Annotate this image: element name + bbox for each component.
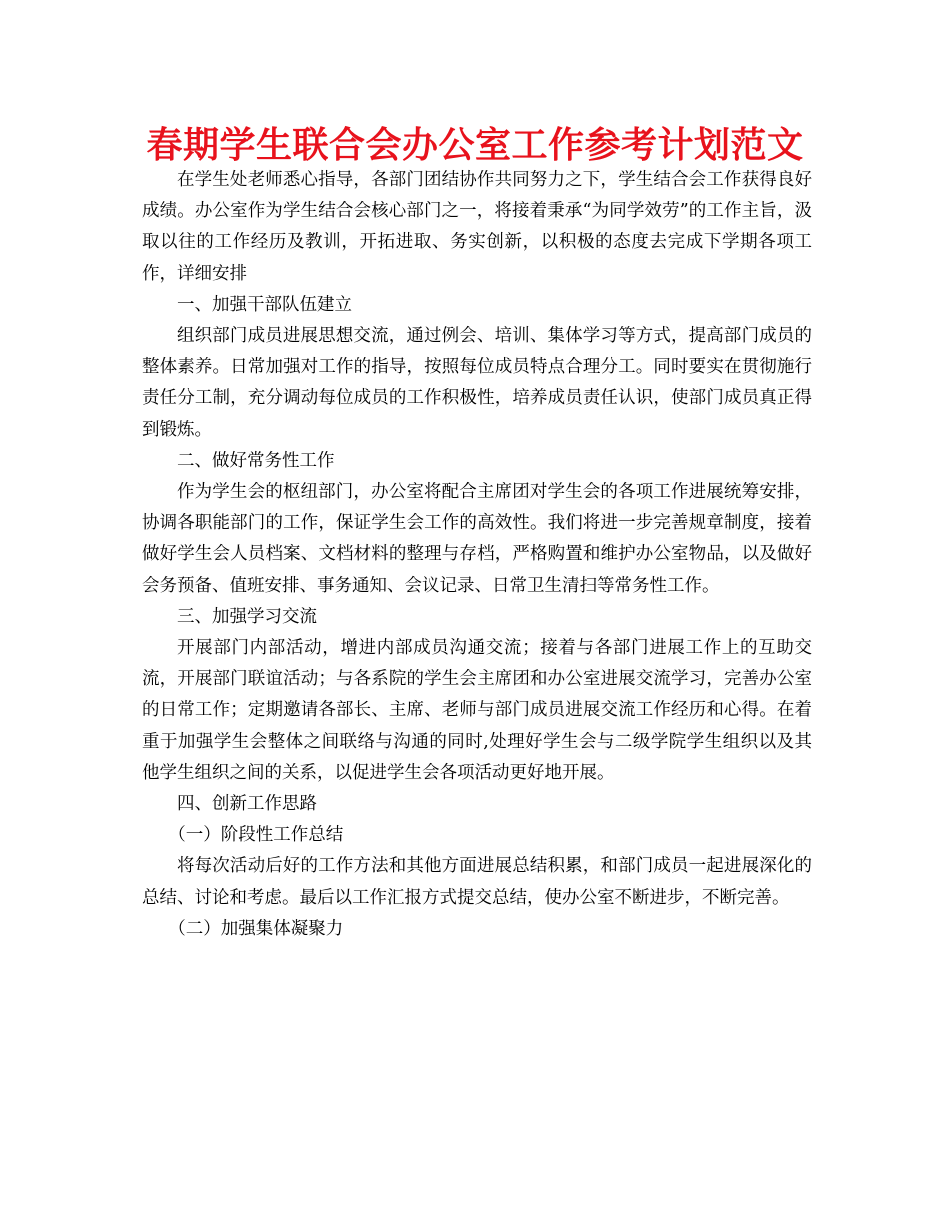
section-heading: 二、做好常务性工作 bbox=[177, 450, 335, 471]
document-body bbox=[142, 165, 812, 945]
body-paragraph: 组织部门成员进展思想交流，通过例会、培训、集体学习等方式，提高部门成员的整体素养。日常加强对工作的指导，按照每位成员特点合理分工。同时要实在贯彻施行责任分工制，充分调动每位成员的工作积极性，培养成员责任认识，使部门成员真正得到锻炼。 bbox=[142, 326, 812, 440]
subsection-heading: （一）阶段性工作总结 bbox=[168, 825, 344, 846]
document-title: 春期学生联合会办公室工作参考计划范文 bbox=[146, 125, 804, 166]
subsection-heading: （二）加强集体凝聚力 bbox=[168, 918, 344, 939]
section-heading: 一、加强干部队伍建立 bbox=[177, 294, 352, 315]
body-paragraph: 将每次活动后好的工作方法和其他方面进展总结积累，和部门成员一起进展深化的总结、讨论和考虑。最后以工作汇报方式提交总结，使办公室不断进步，不断完善。 bbox=[142, 856, 812, 908]
intro-paragraph: 在学生处老师悉心指导，各部门团结协作共同努力之下，学生结合会工作获得良好成绩。办公室作为学生结合会核心部门之一，将接着秉承“为同学效劳”的工作主旨，汲取以往的工作经历及教训，开拓进取、务实创新，以积极的态度去完成下学期各项工作，详细安排 bbox=[142, 170, 812, 284]
body-paragraph: 作为学生会的枢纽部门，办公室将配合主席团对学生会的各项工作进展统筹安排，协调各职能部门的工作，保证学生会工作的高效性。我们将进一步完善规章制度，接着做好学生会人员档案、文档材料的整理与存档，严格购置和维护办公室物品，以及做好会务预备、值班安排、事务通知、会议记录、日常卫生清扫等常务性工作。 bbox=[142, 482, 812, 596]
section-heading: 四、创新工作思路 bbox=[177, 794, 317, 815]
section-heading: 三、加强学习交流 bbox=[177, 606, 317, 627]
body-paragraph: 开展部门内部活动，增进内部成员沟通交流；接着与各部门进展工作上的互助交流，开展部门联谊活动；与各系院的学生会主席团和办公室进展交流学习，完善办公室的日常工作；定期邀请各部长、主席、老师与部门成员进展交流工作经历和心得。在着重于加强学生会整体之间联络与沟通的同时,处理好学生会与二级学院学生组织以及其他学生组织之间的关系，以促进学生会各项活动更好地开展。 bbox=[142, 638, 812, 783]
